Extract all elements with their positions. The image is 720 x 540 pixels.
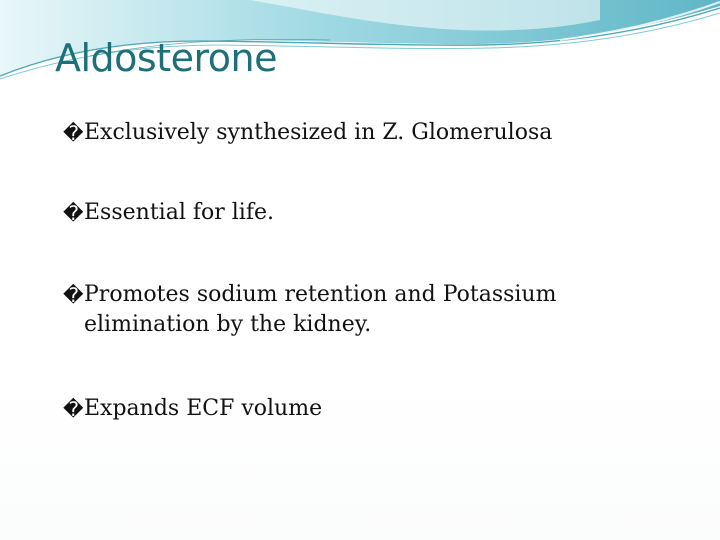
slide-title: Aldosterone	[55, 36, 277, 80]
bullet-glyph-icon: �	[63, 397, 84, 421]
bullet-text: Exclusively synthesized in Z. Glomerulosa	[84, 120, 553, 145]
bullet-item	[63, 280, 683, 340]
bullet-text: Expands ECF volume	[84, 396, 323, 421]
bullet-item	[63, 394, 322, 424]
bullet-item	[63, 118, 552, 148]
bullet-text: Essential for life.	[84, 200, 274, 225]
bullet-item	[63, 198, 274, 228]
bullet-glyph-icon: �	[63, 201, 84, 225]
bullet-glyph-icon: �	[63, 283, 84, 307]
bullet-text: Promotes sodium retention and Potassium elimination by the kidney.	[84, 282, 557, 337]
bullet-glyph-icon: �	[63, 121, 84, 145]
